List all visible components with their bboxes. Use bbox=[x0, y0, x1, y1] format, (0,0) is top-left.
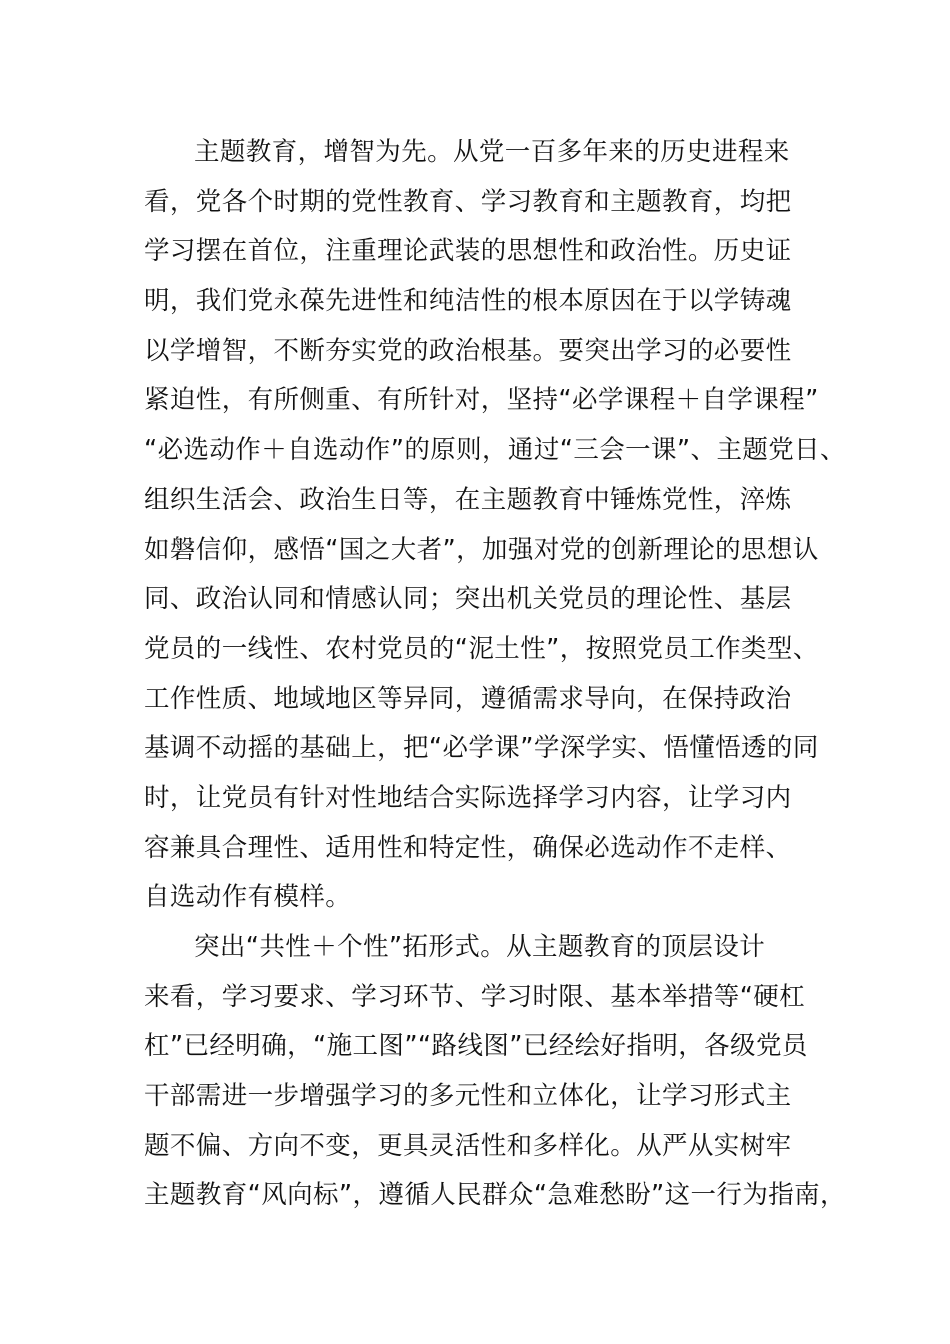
text-line: 看，党各个时期的党性教育、学习教育和主题教育，均把 bbox=[144, 186, 792, 217]
text-line: 明，我们党永葆先进性和纯洁性的根本原因在于以学铸魂 bbox=[144, 286, 792, 317]
text-line: 工作性质、地域地区等异同，遵循需求导向，在保持政治 bbox=[144, 683, 792, 714]
text-line: 主题教育“风向标”，遵循人民群众“急难愁盼”这一行为指南， bbox=[144, 1180, 846, 1211]
document-page bbox=[144, 128, 846, 1221]
text-line: 杠”已经明确，“施工图”“路线图”已经绘好指明，各级党员 bbox=[144, 1031, 808, 1062]
text-line: 容兼具合理性、适用性和特定性，确保必选动作不走样、 bbox=[144, 832, 792, 863]
text-line: 自选动作有模样。 bbox=[144, 882, 352, 913]
paragraph-2 bbox=[144, 923, 846, 1221]
text-line: 时，让党员有针对性地结合实际选择学习内容，让学习内 bbox=[144, 782, 792, 813]
text-line: 主题教育，增智为先。从党一百多年来的历史进程来 bbox=[194, 137, 790, 167]
text-line: 以学增智，不断夯实党的政治根基。要突出学习的必要性 bbox=[144, 335, 792, 366]
text-line: 紧迫性，有所侧重、有所针对，坚持“必学课程＋自学课程” bbox=[144, 385, 819, 416]
text-line: “必选动作＋自选动作”的原则，通过“三会一课”、主题党日、 bbox=[144, 435, 846, 466]
text-line: 党员的一线性、农村党员的“泥土性”，按照党员工作类型、 bbox=[144, 633, 819, 664]
text-line: 干部需进一步增强学习的多元性和立体化，让学习形式主 bbox=[144, 1081, 792, 1112]
paragraph-1 bbox=[144, 128, 846, 923]
text-line: 如磐信仰，感悟“国之大者”，加强对党的创新理论的思想认 bbox=[144, 534, 819, 565]
text-line: 题不偏、方向不变，更具灵活性和多样化。从严从实树牢 bbox=[144, 1130, 792, 1161]
text-line: 基调不动摇的基础上，把“必学课”学深学实、悟懂悟透的同 bbox=[144, 733, 819, 764]
text-line: 突出“共性＋个性”拓形式。从主题教育的顶层设计 bbox=[194, 932, 766, 962]
text-line: 来看，学习要求、学习环节、学习时限、基本举措等“硬杠 bbox=[144, 981, 806, 1012]
text-line: 学习摆在首位，注重理论武装的思想性和政治性。历史证 bbox=[144, 236, 792, 267]
text-line: 同、政治认同和情感认同；突出机关党员的理论性、基层 bbox=[144, 584, 792, 615]
text-line: 组织生活会、政治生日等，在主题教育中锤炼党性，淬炼 bbox=[144, 484, 792, 515]
